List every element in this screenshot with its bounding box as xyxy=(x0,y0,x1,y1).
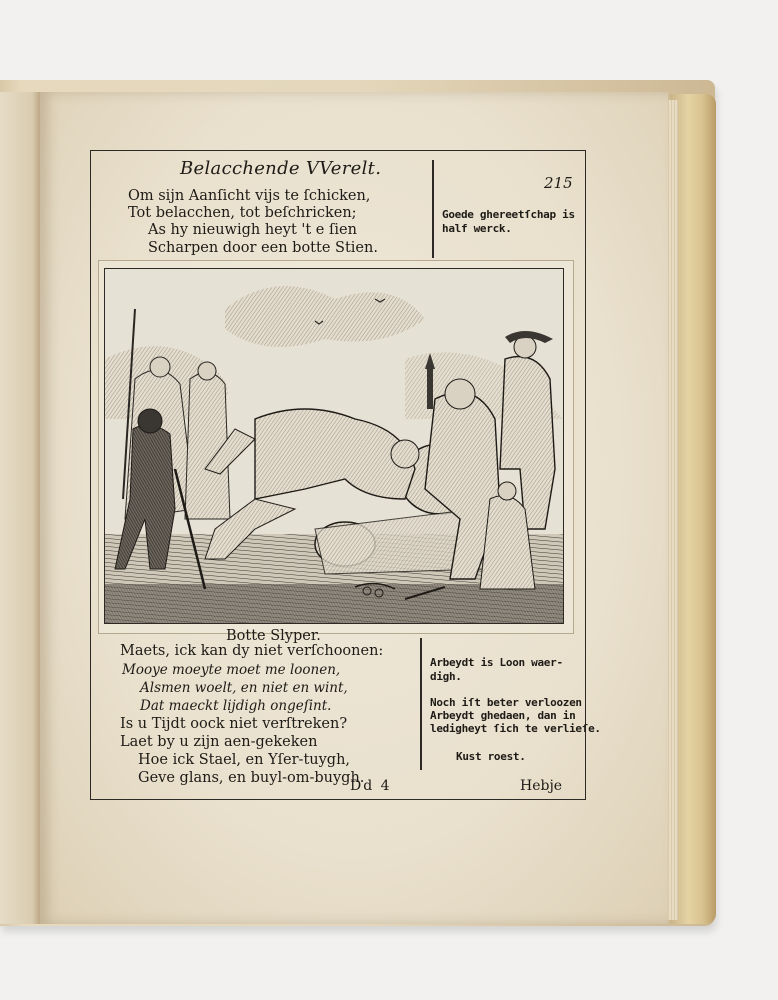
margin-note: Goede ghereetſchap is xyxy=(442,208,575,221)
knife-grinder-scene-icon xyxy=(105,269,563,623)
margin-note: Arbeydt ghedaen, dan in xyxy=(430,709,576,722)
left-page-sliver xyxy=(0,92,40,924)
verse-line: Om sijn Aanſicht vijs te ſchicken, xyxy=(128,188,371,204)
verse-line: As hy nieuwigh heyt 't e ſien xyxy=(148,222,357,238)
top-column-divider xyxy=(432,160,434,258)
verse-line: Laet by u zijn aen-gekeken xyxy=(120,734,318,750)
margin-note: Noch iſt beter verloozen xyxy=(430,696,582,709)
margin-note: digh. xyxy=(430,670,462,683)
verse-line: Maets, ick kan dy niet verſchoonen: xyxy=(120,643,384,659)
margin-note: Arbeydt is Loon waer- xyxy=(430,656,563,669)
speaker-heading: Botte Slyper. xyxy=(226,628,321,644)
bottom-column-divider xyxy=(420,638,422,770)
margin-note: Kust roest. xyxy=(456,750,526,763)
margin-note: half werck. xyxy=(442,222,512,235)
verse-line: Tot belacchen, tot beſchricken; xyxy=(128,205,357,221)
margin-note: ledigheyt ſich te verlieſe. xyxy=(430,722,601,735)
catchword: Hebje xyxy=(520,778,563,794)
signature-mark: Dd 4 xyxy=(350,778,392,794)
page-title: Belacchende VVerelt. xyxy=(180,158,382,179)
verse-line: Dat maeckt lijdigh ongeſint. xyxy=(140,698,332,714)
verse-line: Scharpen door een botte Stien. xyxy=(148,240,378,256)
verse-line: Geve glans, en buyl-om-buygh. xyxy=(138,770,365,786)
verse-line: Mooye moeyte moet me loonen, xyxy=(122,662,341,678)
page-number: 215 xyxy=(544,174,573,192)
verse-line: Alsmen woelt, en niet en wint, xyxy=(140,680,348,696)
verse-line: Hoe ick Stael, en Yſer-tuygh, xyxy=(138,752,351,768)
engraving-illustration xyxy=(104,268,564,624)
verse-line: Is u Tijdt oock niet verſtreken? xyxy=(120,716,348,732)
